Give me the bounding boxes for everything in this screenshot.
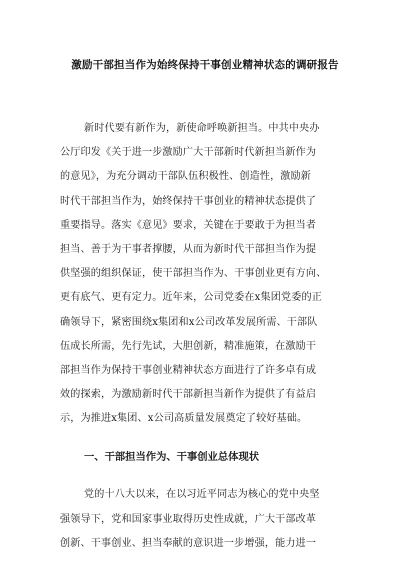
paragraph-line: 效的探索，为激励新时代干部新担当新作为提供了有益启 — [60, 389, 317, 401]
paragraph-line: 担当、善于为干事者撑腰，从而为新时代干部担当作为提 — [60, 243, 317, 255]
document-title: 激励干部担当作为始终保持干事创业精神状态的调研报告 — [71, 59, 339, 71]
paragraph-line: 部担当作为保持干事创业精神状态方面进行了许多卓有成 — [60, 364, 317, 376]
paragraph-line: 时代干部担当作为，始终保持干事创业的精神状态提供了 — [60, 195, 317, 207]
paragraph-line: 更有底气、更有定力。近年来，公司党委在x集团党委的正 — [60, 292, 322, 304]
paragraph-2 — [60, 483, 353, 556]
paragraph-line: 党的十八大以来，在以习近平同志为核心的党中央坚 — [84, 489, 320, 501]
paragraph-line: 示，为推进x集团、x公司高质量发展奠定了较好基础。 — [60, 413, 308, 425]
section-gap — [60, 431, 353, 445]
paragraph-line: 伍成长所需，先行先试，大胆创新，精准施策，在激励干 — [60, 340, 317, 352]
document-body — [60, 117, 353, 556]
paragraph-line: 强领导下，党和国家事业取得历史性成就，广大干部改革 — [60, 513, 317, 525]
paragraph-line: 确领导下，紧密围绕x集团和x公司改革发展所需、干部队 — [60, 316, 318, 328]
paragraph-line: 创新、干事创业、担当奉献的意识进一步增强，能力进一 — [60, 537, 317, 549]
paragraph-1 — [60, 117, 353, 431]
paragraph-line: 公厅印发《关于进一步激励广大干部新时代新担当新作为 — [60, 147, 317, 159]
section-heading: 一、干部担当作为、干事创业总体现状 — [84, 451, 260, 464]
paragraph-line: 的意见》，为充分调动干部队伍积极性、创造性，激励新 — [60, 171, 312, 183]
section-gap — [60, 469, 353, 483]
paragraph-line: 新时代要有新作为，新使命呼唤新担当。中共中央办 — [84, 123, 320, 134]
paragraph-line: 重要指导。落实《意见》要求，关键在于要敢于为担当者 — [60, 219, 317, 231]
paragraph-line: 供坚强的组织保证，使干部担当作为、干事创业更有方向、 — [60, 268, 327, 280]
